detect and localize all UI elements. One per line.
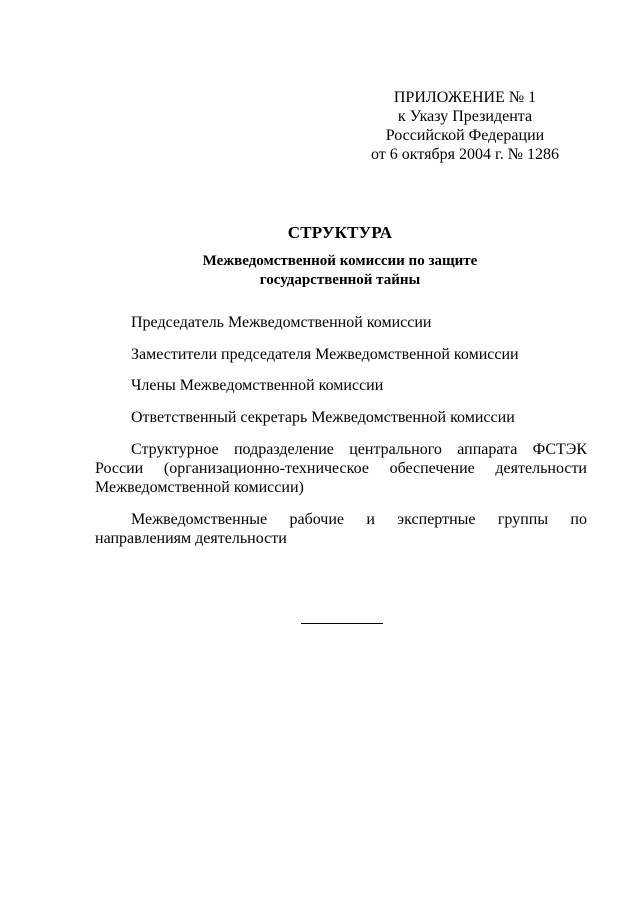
division-line-3: Межведомственной комиссии) (95, 479, 304, 496)
structure-item-deputies: Заместители председателя Межведомственной комиссии (131, 346, 519, 363)
document-subtitle (0, 252, 640, 290)
document-title: СТРУКТУРА (287, 223, 393, 242)
structure-item-chairman: Председатель Межведомственной комиссии (131, 314, 432, 331)
groups-line-2: направлениям деятельности (95, 530, 287, 547)
subtitle-line-2: государственной тайны (259, 272, 421, 288)
structure-item-groups (95, 510, 587, 548)
appendix-country: Российской Федерации (385, 127, 545, 144)
end-divider (301, 623, 383, 624)
groups-line-1: Межведомственные рабочие и экспертные группы по (131, 511, 587, 528)
appendix-number: ПРИЛОЖЕНИЕ № 1 (393, 89, 537, 106)
subtitle-line-1: Межведомственной комиссии по защите (202, 253, 478, 269)
division-line-1: Структурное подразделение центрального аппарата ФСТЭК (131, 441, 587, 458)
appendix-date: от 6 октября 2004 г. № 1286 (370, 146, 559, 163)
structure-item-division (95, 440, 587, 497)
division-line-2: России (организационно-техническое обеспечение деятельности (95, 460, 587, 477)
structure-item-members: Члены Межведомственной комиссии (131, 377, 384, 394)
appendix-header (340, 88, 590, 164)
structure-item-secretary: Ответственный секретарь Межведомственной комиссии (131, 409, 515, 426)
appendix-decree-ref: к Указу Президента (397, 108, 533, 125)
